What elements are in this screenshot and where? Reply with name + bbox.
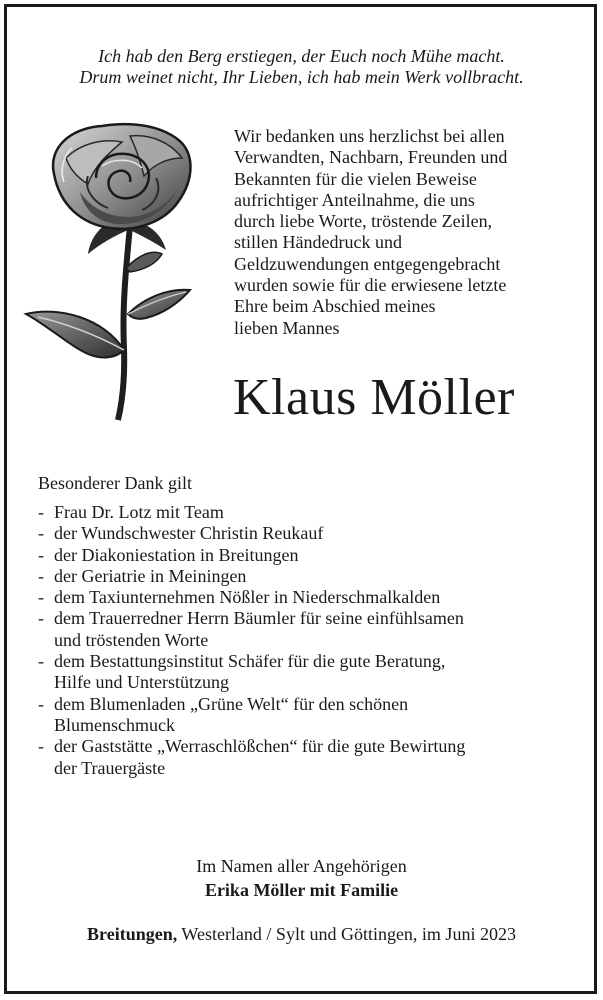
list-item [38,736,465,779]
list-item [38,502,465,523]
list-item-line: - dem Trauerredner Herrn Bäumler für seine einfühlsamen [54,608,464,629]
list-item-line: - dem Blumenladen „Grüne Welt“ für den schönen [54,693,409,714]
list-item-line: - dem Bestattungsinstitut Schäfer für die gute Beratung, [54,651,446,672]
motto-verse [0,46,603,88]
thanks-line: Verwandten, Nachbarn, Freunden und [234,147,508,168]
list-item-line: Blumenschmuck [54,714,175,735]
thanks-line: wurden sowie für die erwiesene letzte [234,275,507,296]
special-thanks-heading: Besonderer Dank gilt [38,473,192,493]
list-item [38,651,465,694]
place-date-line [0,922,603,946]
list-item-line: - dem Taxiunternehmen Nößler in Niederschmalkalden [54,587,441,608]
list-item-line: - Frau Dr. Lotz mit Team [54,502,224,522]
deceased-name: Klaus Möller [233,369,515,426]
signature-family: Erika Möller mit Familie [204,880,399,900]
list-item [38,566,465,587]
thanks-line: Wir bedanken uns herzlichst bei allen [234,126,505,146]
thanks-line: lieben Mannes [234,317,340,338]
list-item [38,523,465,544]
list-item-line: und tröstenden Worte [54,629,209,650]
list-item [38,587,465,608]
thanks-line: aufrichtiger Anteilnahme, die uns [234,189,475,210]
special-thanks-list [38,502,465,779]
list-item-line: Hilfe und Unterstützung [54,672,229,693]
motto-line: Drum weinet nicht, Ihr Lieben, ich hab mein Werk vollbracht. [79,67,524,87]
list-item [38,545,465,566]
list-item [38,608,465,651]
list-item-line: - der Geriatrie in Meiningen [54,565,247,586]
list-item [38,694,465,737]
signature-intro: Im Namen aller Angehörigen [196,856,407,876]
thanks-line: Bekannten für die vielen Beweise [234,168,477,189]
thanks-line: Geldzuwendungen entgegengebracht [234,253,501,274]
place-name: Breitungen, [87,924,178,944]
rose-icon [18,118,218,424]
list-item-line: - der Gaststätte „Werraschlößchen“ für die gute Bewirtung [54,736,466,757]
thanks-line: Ehre beim Abschied meines [234,296,436,317]
list-item-line: - der Diakoniestation in Breitungen [54,544,299,565]
list-item-line: - der Wundschwester Christin Reukauf [54,523,324,544]
motto-line: Ich hab den Berg erstiegen, der Euch noch Mühe macht. [98,46,505,66]
thanks-line: durch liebe Worte, tröstende Zeilen, [234,211,493,232]
thanks-text [234,126,507,339]
list-item-line: der Trauergäste [54,757,166,778]
place-date-rest: Westerland / Sylt und Göttingen, im Juni 2023 [177,924,516,944]
thanks-line: stillen Händedruck und [234,232,402,253]
signature-block [0,854,603,902]
